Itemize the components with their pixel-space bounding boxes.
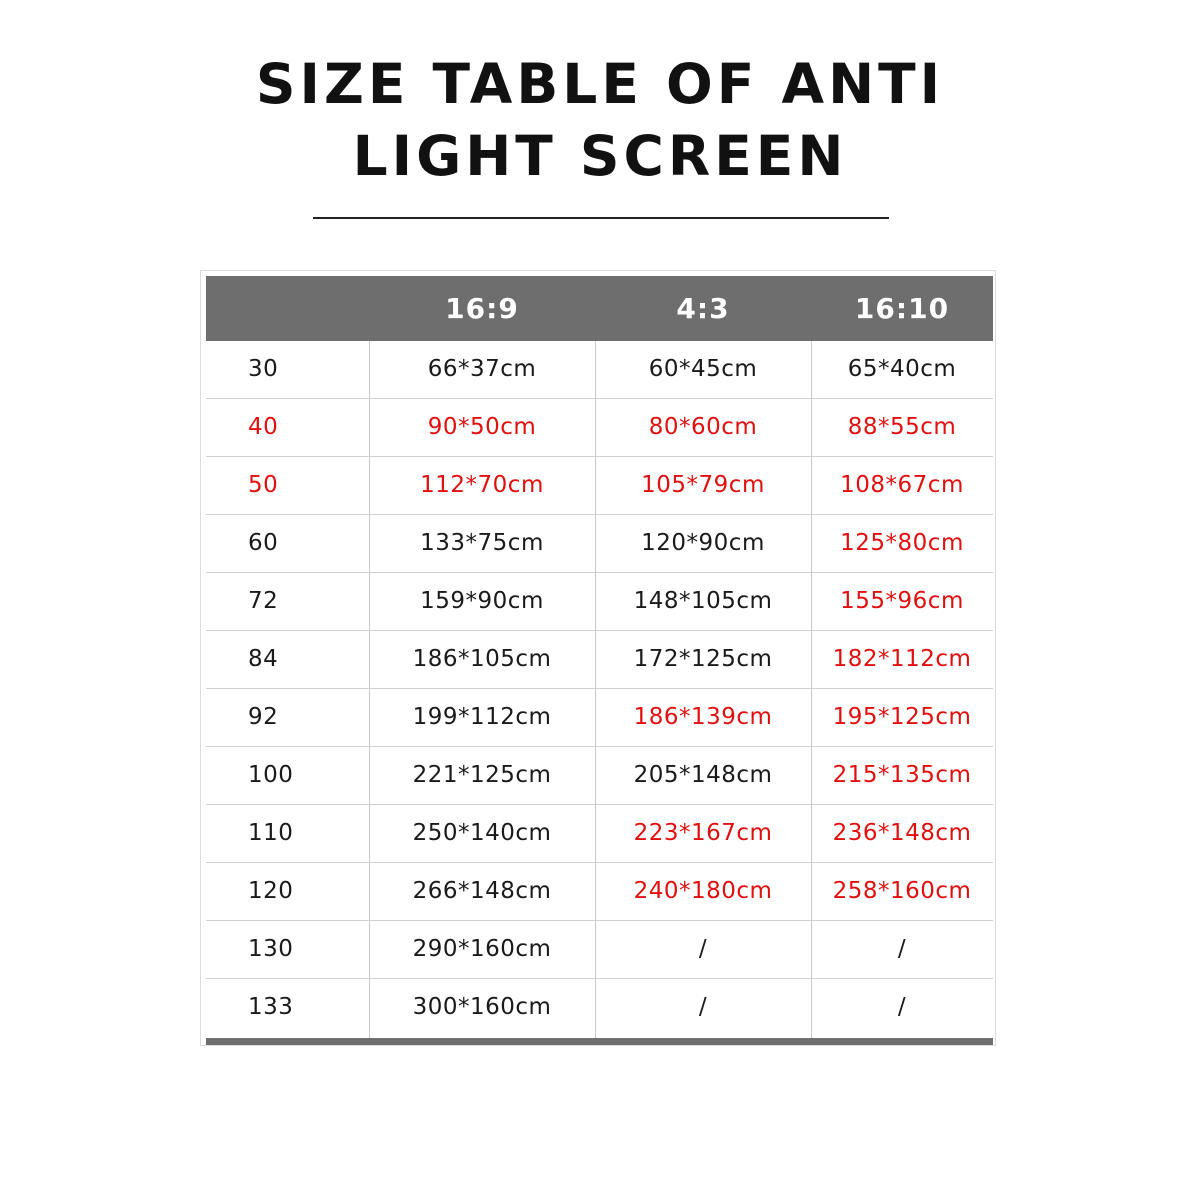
dimension-cell: 186*105cm xyxy=(412,646,552,672)
table-row xyxy=(206,399,993,457)
dimension-cell: 290*160cm xyxy=(412,936,552,962)
size-cell: 84 xyxy=(248,646,279,672)
dimension-cell: 155*96cm xyxy=(840,588,964,614)
dimension-cell: 108*67cm xyxy=(840,472,964,498)
dimension-cell: 205*148cm xyxy=(633,762,773,788)
dimension-cell: / xyxy=(698,994,708,1020)
header-16-9: 16:9 xyxy=(445,292,519,325)
table-row xyxy=(206,747,993,805)
table-footer-bar xyxy=(206,1038,993,1045)
dimension-cell: 240*180cm xyxy=(633,878,773,904)
size-cell: 92 xyxy=(248,704,279,730)
dimension-cell: 112*70cm xyxy=(420,472,544,498)
dimension-cell: 148*105cm xyxy=(633,588,773,614)
dimension-cell: 65*40cm xyxy=(847,356,957,382)
dimension-cell: 172*125cm xyxy=(633,646,773,672)
dimension-cell: / xyxy=(897,936,907,962)
dimension-cell: 258*160cm xyxy=(832,878,972,904)
dimension-cell: / xyxy=(698,936,708,962)
dimension-cell: 88*55cm xyxy=(847,414,957,440)
dimension-cell: 90*50cm xyxy=(427,414,537,440)
dimension-cell: 80*60cm xyxy=(648,414,758,440)
header-size xyxy=(206,276,369,341)
table-row xyxy=(206,341,993,399)
size-cell: 72 xyxy=(248,588,279,614)
dimension-cell: / xyxy=(897,994,907,1020)
table-row xyxy=(206,979,993,1037)
dimension-cell: 66*37cm xyxy=(427,356,537,382)
title-divider xyxy=(313,217,889,219)
size-cell: 40 xyxy=(248,414,279,440)
title-line-1: SIZE TABLE OF ANTI xyxy=(255,52,945,116)
table-row xyxy=(206,457,993,515)
dimension-cell: 195*125cm xyxy=(832,704,972,730)
dimension-cell: 125*80cm xyxy=(840,530,964,556)
dimension-cell: 215*135cm xyxy=(832,762,972,788)
size-cell: 50 xyxy=(248,472,279,498)
dimension-cell: 199*112cm xyxy=(412,704,552,730)
header-4-3: 4:3 xyxy=(676,292,730,325)
page-title xyxy=(0,48,1200,192)
size-cell: 110 xyxy=(248,820,294,846)
size-table xyxy=(200,270,996,1046)
size-cell: 120 xyxy=(248,878,294,904)
table-row xyxy=(206,689,993,747)
header-16-10: 16:10 xyxy=(854,292,950,325)
dimension-cell: 182*112cm xyxy=(832,646,972,672)
size-cell: 60 xyxy=(248,530,279,556)
table-row xyxy=(206,921,993,979)
dimension-cell: 105*79cm xyxy=(641,472,765,498)
size-cell: 100 xyxy=(248,762,294,788)
table-row xyxy=(206,573,993,631)
title-line-2: LIGHT SCREEN xyxy=(352,124,848,188)
size-cell: 133 xyxy=(248,994,294,1020)
dimension-cell: 60*45cm xyxy=(648,356,758,382)
dimension-cell: 120*90cm xyxy=(641,530,765,556)
dimension-cell: 186*139cm xyxy=(633,704,773,730)
dimension-cell: 300*160cm xyxy=(412,994,552,1020)
dimension-cell: 250*140cm xyxy=(412,820,552,846)
table-header xyxy=(206,276,993,341)
table-row xyxy=(206,863,993,921)
size-cell: 130 xyxy=(248,936,294,962)
table-row xyxy=(206,805,993,863)
dimension-cell: 223*167cm xyxy=(633,820,773,846)
size-cell: 30 xyxy=(248,356,279,382)
dimension-cell: 221*125cm xyxy=(412,762,552,788)
dimension-cell: 266*148cm xyxy=(412,878,552,904)
table-row xyxy=(206,631,993,689)
dimension-cell: 159*90cm xyxy=(420,588,544,614)
dimension-cell: 133*75cm xyxy=(420,530,544,556)
table-row xyxy=(206,515,993,573)
dimension-cell: 236*148cm xyxy=(832,820,972,846)
